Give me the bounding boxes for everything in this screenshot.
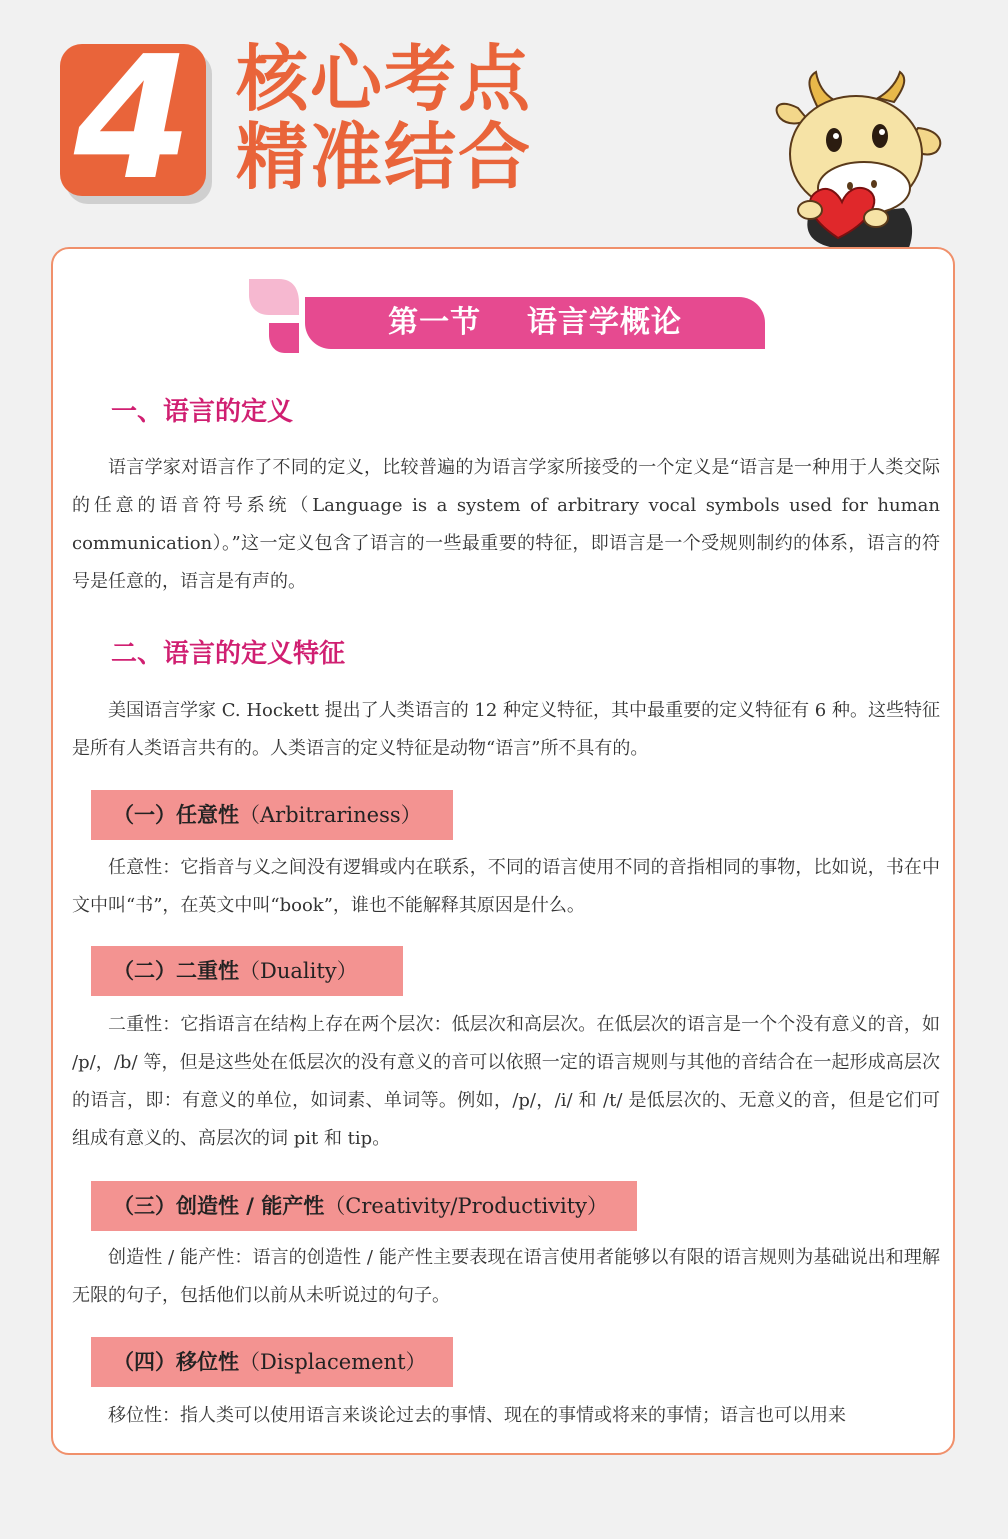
feature-duality-label (91, 946, 403, 996)
paragraph-arbitrariness: 任意性：它指音与义之间没有逻辑或内在联系，不同的语言使用不同的音指相同的事物，比如说，书在中文中叫“书”，在英文中叫“book”，谁也不能解释其原因是什么。 (72, 857, 940, 916)
feature-label-cn: （一）任意性 (113, 803, 239, 827)
feature-label-cn: （二）二重性 (113, 959, 239, 983)
feature-label-cn: （三）创造性 / 能产性 (113, 1194, 325, 1218)
section-banner (249, 279, 769, 353)
chapter-title-line2: 精准结合 (236, 115, 533, 199)
feature-label-en: （Arbitrariness） (239, 803, 422, 827)
heading-definition: 一、语言的定义 (111, 397, 294, 427)
feature-label-en: （Duality） (239, 959, 358, 983)
feature-label-en: （Creativity/Productivity） (324, 1194, 609, 1218)
content-card (51, 247, 955, 1455)
section-title: 第一节 语言学概论 (388, 305, 682, 340)
petal-decoration-icon (249, 279, 309, 353)
page-header (0, 0, 1008, 250)
chapter-number-badge (60, 20, 206, 218)
chapter-title-line1: 核心考点 (236, 37, 533, 121)
cow-mascot-icon (768, 68, 952, 250)
paragraph-creativity: 创造性 / 能产性：语言的创造性 / 能产性主要表现在语言使用者能够以有限的语言规则为基础说出和理解无限的句子，包括他们以前从未听说过的句子。 (72, 1247, 940, 1306)
feature-displacement-label (91, 1337, 453, 1387)
heading-design-features: 二、语言的定义特征 (111, 639, 346, 669)
feature-arbitrariness-label (91, 790, 453, 840)
chapter-number: 4 (73, 20, 193, 218)
paragraph-design-features: 美国语言学家 C. Hockett 提出了人类语言的 12 种定义特征，其中最重要的定义特征有 6 种。这些特征是所有人类语言共有的。人类语言的定义特征是动物“语言”所不具有的。 (72, 700, 940, 759)
chapter-title (236, 37, 533, 199)
paragraph-displacement: 移位性：指人类可以使用语言来谈论过去的事情、现在的事情或将来的事情；语言也可以用来 (108, 1405, 846, 1426)
paragraph-duality: 二重性：它指语言在结构上存在两个层次：低层次和高层次。在低层次的语言是一个个没有意义的音，如 /p/，/b/ 等，但是这些处在低层次的没有意义的音可以依照一定的语言规则与其他的音结合在一起形成高层次的语言，即：有意义的单位，如词素、单词等。例如，/p/，/i/ 和 /t/ 是低层次的、无意义的音，但是它们可组成有意义的、高层次的词 pit 和 tip。 (72, 1014, 940, 1149)
feature-label-cn: （四）移位性 (113, 1350, 239, 1374)
feature-label-en: （Displacement） (239, 1350, 427, 1374)
feature-creativity-label (91, 1181, 637, 1231)
paragraph-definition: 语言学家对语言作了不同的定义，比较普遍的为语言学家所接受的一个定义是“语言是一种用于人类交际的任意的语音符号系统（Language is a system of arbitrary vocal symbols used for human communication）。”这一定义包含了语言的一些最重要的特征，即语言是一个受规则制约的体系，语言的符号是任意的，语言是有声的。 (72, 457, 940, 592)
